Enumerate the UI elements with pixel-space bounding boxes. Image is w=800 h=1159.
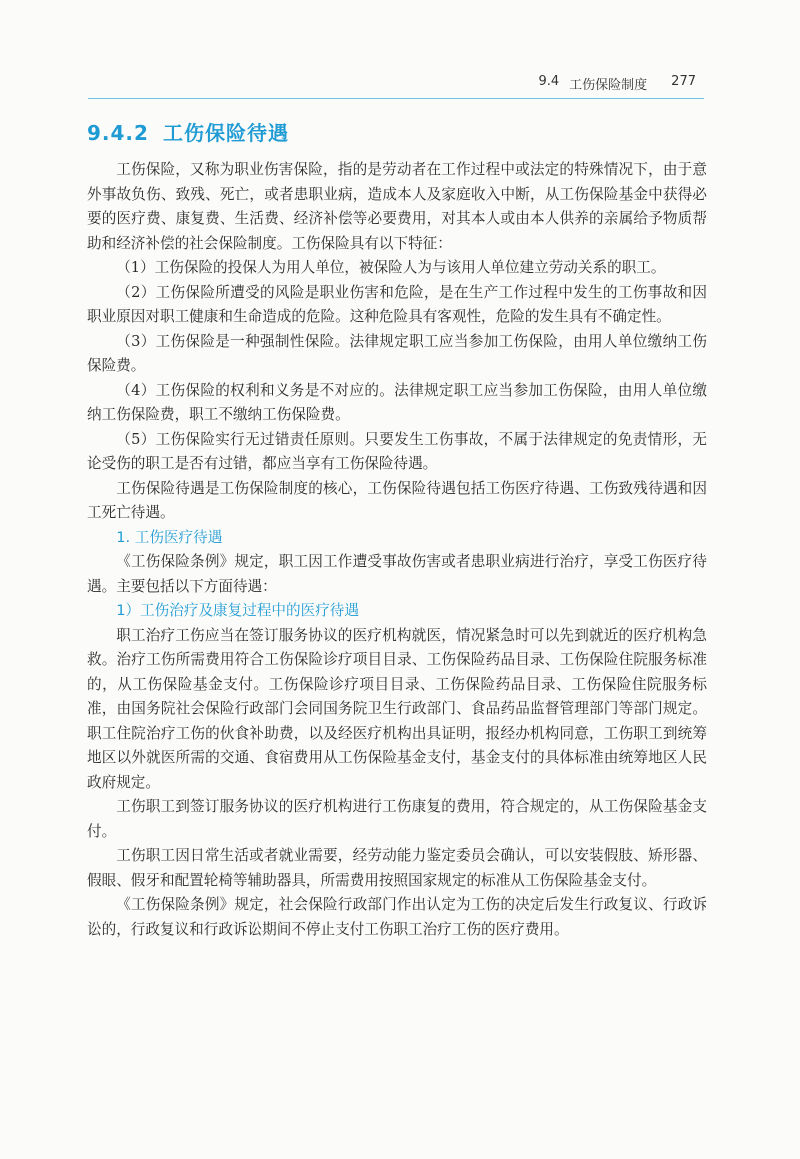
header-chapter-title: 工伤保险制度 (569, 78, 648, 93)
rehab-paragraph: 工伤职工到签订服务协议的医疗机构进行工伤康复的费用，符合规定的，从工伤保险基金支付。 (87, 798, 707, 840)
section-title (87, 118, 707, 148)
header-section-number: 9.4 (538, 74, 560, 89)
medical-intro-paragraph: 《工伤保险条例》规定，职工因工作遭受事故伤害或者患职业病进行治疗，享受工伤医疗待遇。主要包括以下方面待遇： (87, 553, 707, 595)
header-divider (88, 98, 704, 99)
review-paragraph: 《工伤保险条例》规定，社会保险行政部门作出认定为工伤的决定后发生行政复议、行政诉讼的，行政复议和行政诉讼期间不停止支付工伤职工治疗工伤的医疗费用。 (87, 896, 707, 938)
feature-4: （4）工伤保险的权利和义务是不对应的。法律规定职工应当参加工伤保险，由用人单位缴纳工伤保险费，职工不缴纳工伤保险费。 (87, 381, 707, 423)
feature-1: （1）工伤保险的投保人为用人单位，被保险人为与该用人单位建立劳动关系的职工。 (116, 259, 666, 276)
core-paragraph: 工伤保险待遇是工伤保险制度的核心，工伤保险待遇包括工伤医疗待遇、工伤致残待遇和因工死亡待遇。 (87, 479, 707, 521)
page-number: 277 (671, 74, 696, 89)
feature-5: （5）工伤保险实行无过错责任原则。只要发生工伤事故，不属于法律规定的免责情形，无论受伤的职工是否有过错，都应当享有工伤保险待遇。 (87, 430, 707, 472)
intro-paragraph: 工伤保险，又称为职业伤害保险，指的是劳动者在工作过程中或法定的特殊情况下，由于意外事故负伤、致残、死亡，或者患职业病，造成本人及家庭收入中断，从工伤保险基金中获得必要的医疗费、康复费、生活费、经济补偿等必要费用，对其本人或由本人供养的亲属给予物质帮助和经济补偿的社会保险制度。工伤保险具有以下特征： (87, 161, 707, 252)
subheading-treatment: 1）工伤治疗及康复过程中的医疗待遇 (116, 602, 359, 619)
running-header (538, 74, 696, 93)
feature-2: （2）工伤保险所遭受的风险是职业伤害和危险，是在生产工作过程中发生的工伤事故和因职业原因对职工健康和生命造成的危险。这种危险具有客观性，危险的发生具有不确定性。 (87, 283, 707, 325)
treatment-paragraph: 职工治疗工伤应当在签订服务协议的医疗机构就医，情况紧急时可以先到就近的医疗机构急救。治疗工伤所需费用符合工伤保险诊疗项目目录、工伤保险药品目录、工伤保险住院服务标准的，从工伤保险基金支付。工伤保险诊疗项目目录、工伤保险药品目录、工伤保险住院服务标准，由国务院社会保险行政部门会同国务院卫生行政部门、食品药品监督管理部门等部门规定。职工住院治疗工伤的伙食补助费，以及经医疗机构出具证明，报经办机构同意，工伤职工到统筹地区以外就医所需的交通、食宿费用从工伤保险基金支付，基金支付的具体标准由统筹地区人民政府规定。 (87, 626, 707, 791)
feature-3: （3）工伤保险是一种强制性保险。法律规定职工应当参加工伤保险，由用人单位缴纳工伤保险费。 (87, 332, 707, 374)
devices-paragraph: 工伤职工因日常生活或者就业需要，经劳动能力鉴定委员会确认，可以安装假肢、矫形器、假眼、假牙和配置轮椅等辅助器具，所需费用按照国家规定的标准从工伤保险基金支付。 (87, 847, 707, 889)
section-title-text: 工伤保险待遇 (162, 121, 289, 145)
page-body (87, 118, 707, 942)
subheading-medical: 1. 工伤医疗待遇 (116, 528, 223, 546)
section-number: 9.4.2 (87, 121, 149, 145)
